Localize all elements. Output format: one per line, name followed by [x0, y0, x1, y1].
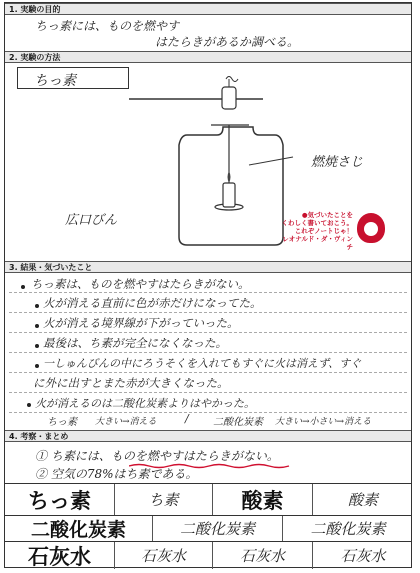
candle-top [222, 87, 236, 109]
bullet-dot [35, 304, 39, 308]
section-purpose-heading: 1. 実験の目的 [5, 3, 411, 15]
ruled-line [9, 292, 407, 293]
ruled-line [9, 372, 407, 373]
vocab-practice-word: 二酸化炭素 [179, 520, 255, 538]
gas-name-box [17, 67, 129, 89]
vocab-practice-word: 二酸化炭素 [310, 520, 386, 538]
vocab-row-1 [5, 483, 411, 515]
section-results-heading: 3. 結果・気づいたこと [5, 261, 411, 273]
purpose-line-2: はたらきがあるか調べる。 [155, 35, 300, 49]
vocab-cell [115, 484, 213, 515]
wide-mouth-bottle-diagram [123, 65, 303, 255]
section-conclusion-heading: 4. 考察・まとめ [5, 430, 411, 442]
bullet-dot [27, 403, 31, 407]
vocab-cell [313, 484, 413, 515]
vocab-cell [5, 484, 115, 515]
result-item-6: に外に出すとまた赤が大きくなった。 [33, 376, 229, 390]
result-item-2: 火が消える直前に色が赤だけになってた。 [43, 296, 262, 310]
gas-name-text: ちっ素 [34, 73, 76, 89]
bullet-dot [21, 285, 25, 289]
vocab-practice-word: 石灰水 [239, 547, 285, 565]
vocab-cell [5, 516, 153, 541]
mascot-tip [277, 211, 387, 255]
vocab-cell [213, 542, 313, 569]
candle-flame [228, 171, 231, 183]
vocab-cell [313, 542, 413, 569]
ruled-line [9, 332, 407, 333]
compare-left-label: ちっ素 [47, 417, 77, 428]
bullet-dot [35, 364, 39, 368]
vocab-cell [283, 516, 413, 541]
result-item-4: 最後は、ち素が完全になくなった。 [43, 336, 227, 350]
vocab-model-word: 石灰水 [28, 544, 91, 569]
result-item-3: 火が消える境界線が下がっていった。 [43, 316, 239, 330]
conclusion-line-1: ① ち素には、ものを燃やすはたらきがない。 [35, 449, 279, 463]
compare-right-label: 二酸化炭素 [213, 417, 263, 428]
ruled-line [9, 312, 407, 313]
bullet-dot [35, 324, 39, 328]
mascot-line-4: レオナルド・ダ・ヴィンチ [282, 235, 353, 251]
compare-separator: / [185, 412, 189, 425]
vocab-practice-word: 酸素 [347, 491, 378, 509]
vocab-model-word: 二酸化炭素 [30, 519, 126, 541]
result-item-1: ちっ素は、ものを燃やすはたらきがない。 [31, 277, 250, 291]
label-combustion-spoon: 燃焼さじ [311, 155, 364, 170]
vocab-row-2 [5, 515, 411, 541]
leonardo-mascot-icon [357, 213, 385, 243]
mascot-line-2: くわしく書いておこう。 [281, 219, 353, 227]
vocab-cell [213, 484, 313, 515]
vocab-cell [153, 516, 283, 541]
ruled-line [9, 392, 407, 393]
ruled-line [9, 352, 407, 353]
vocab-cell [5, 542, 115, 569]
mascot-text [277, 211, 353, 251]
result-item-7: 火が消えるのは二酸化炭素よりはやかった。 [35, 397, 255, 410]
compare-left-text: 大きい→消える [95, 417, 157, 427]
vocab-model-word: 酸素 [241, 488, 284, 513]
mascot-line-3: これぞノートじゃ！ [294, 227, 353, 235]
vocab-model-word: ちっ素 [28, 488, 91, 513]
compare-right-text: 大きい→小さい→消える [275, 417, 372, 427]
spoon-label-leader [249, 157, 293, 165]
worksheet [4, 2, 412, 568]
result-item-5: 一しゅんびんの中にろうそくを入れてもすぐに火は消えず、すぐ [43, 357, 362, 370]
vocab-cell [115, 542, 213, 569]
label-wide-mouth-bottle: 広口びん [65, 213, 118, 228]
purpose-line-1: ちっ素には、ものを燃やす [35, 19, 180, 33]
mascot-line-1: ●気づいたことを [301, 211, 353, 219]
candle [223, 183, 235, 207]
conclusion-line-2: ② 空気の78%はち素である。 [35, 467, 198, 481]
bullet-dot [35, 344, 39, 348]
vocab-practice-word: 石灰水 [140, 547, 186, 565]
section-method-heading: 2. 実験の方法 [5, 51, 411, 63]
vocab-row-3 [5, 541, 411, 569]
vocab-practice-word: 石灰水 [340, 547, 386, 565]
smoke-curl [226, 77, 238, 82]
vocab-practice-word: ち素 [148, 491, 179, 509]
